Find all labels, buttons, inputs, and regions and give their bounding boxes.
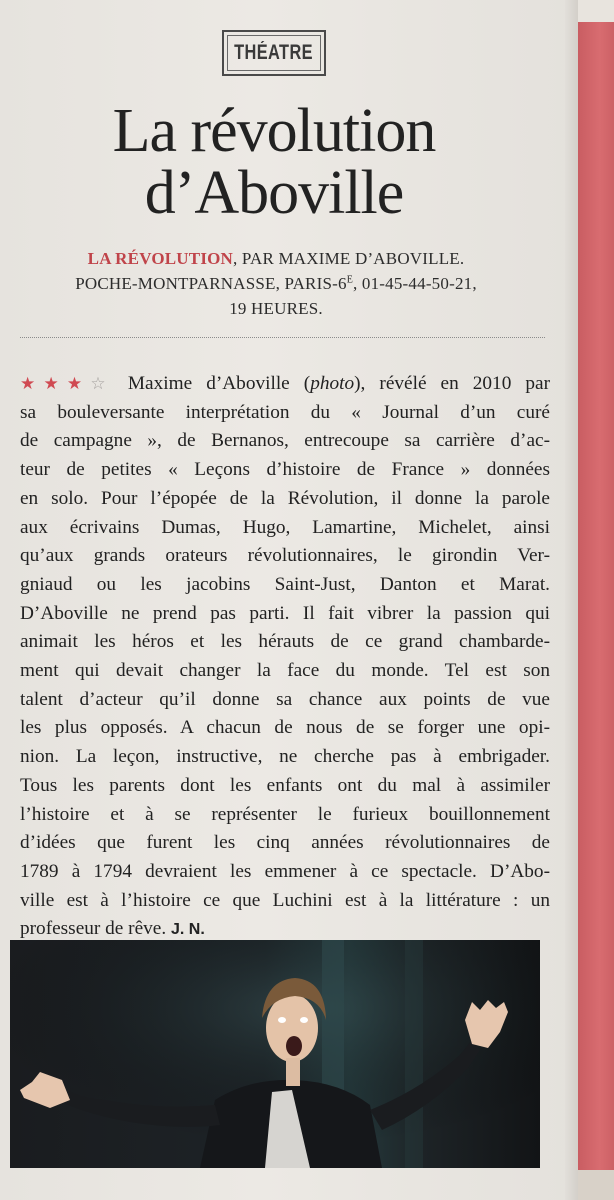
body-line-18: 1789 à 1794 devraient les emmener à ce spectacle. D’Abo- <box>20 860 550 882</box>
body-line-12: talent d’acteur qu’il donne sa chance aux points de vue <box>20 688 550 710</box>
body-line-15: Tous les parents dont les enfants ont du mal à assimiler <box>20 774 550 796</box>
venue-address: POCHE-MONTPARNASSE, PARIS-6 <box>75 274 347 293</box>
body-line-11: ment qui devait changer la face du monde. Tel est son <box>20 660 550 682</box>
section-rubric <box>222 30 326 76</box>
headline-line-2: d’Aboville <box>144 159 404 227</box>
body-line-13: les plus opposés. A chacun de nous de se forger une opi- <box>20 717 550 739</box>
body-line-7: qu’aux grands orateurs révolutionnaires, le girondin Ver- <box>20 545 550 567</box>
body-text: professeur de rêve. <box>20 918 167 940</box>
body-line-9: D’Aboville ne prend pas parti. Il fait vibrer la passion qui <box>20 602 550 624</box>
backdrop-column <box>405 940 423 1168</box>
actor-eye <box>300 1017 308 1023</box>
body-line-5: en solo. Pour l’épopée de la Révolution, il donne la parole <box>20 487 550 509</box>
rating-filled-stars: ★★★ <box>20 374 91 393</box>
body-line-4: teur de petites « Leçons d’histoire de France » données <box>20 459 550 481</box>
photo-reference: photo <box>310 373 355 394</box>
actor-open-mouth <box>286 1036 302 1056</box>
show-time: 19 HEURES. <box>229 299 323 318</box>
actor-neck <box>286 1058 300 1086</box>
credits-line-3 <box>20 296 532 321</box>
facing-page-red-strip <box>578 0 614 1200</box>
credits-line-1 <box>20 246 532 271</box>
page-edge <box>565 0 578 1200</box>
rating-stars <box>20 374 114 393</box>
credits-line-2 <box>20 271 532 296</box>
dotted-divider <box>20 337 545 338</box>
venue-phone: , 01-45-44-50-21, <box>353 274 477 293</box>
headline-line-1: La révolution <box>112 97 436 165</box>
actor-photo <box>10 940 540 1168</box>
rubric-inner-frame <box>227 35 321 71</box>
arrondissement-superscript: E <box>346 274 353 286</box>
body-line-2: sa bouleversante interprétation du « Journal d’un curé <box>20 401 550 423</box>
author-signature: J. N. <box>170 921 205 939</box>
body-line-19: ville est à l’histoire ce que Luchini est à la littérature : un <box>20 889 550 911</box>
show-credits <box>20 246 532 321</box>
body-line-1 <box>20 370 550 399</box>
body-text: ), révélé en 2010 par <box>354 373 550 394</box>
body-line-17: d’idées que furent les cinq années révolutionnaires de <box>20 832 550 854</box>
actor-photo-illustration <box>10 940 540 1168</box>
article-body <box>20 370 550 945</box>
rating-empty-star: ☆ <box>90 374 114 393</box>
body-line-10: animait les héros et les hérauts de ce grand chambarde- <box>20 631 550 653</box>
body-line-3: de campagne », de Bernanos, entrecoupe sa carrière d’ac- <box>20 430 550 452</box>
article-headline <box>0 97 548 227</box>
credits-author: , PAR MAXIME D’ABOVILLE. <box>233 249 465 268</box>
rubric-label: THÉATRE <box>234 41 314 64</box>
actor-eye <box>278 1017 286 1023</box>
show-title: LA RÉVOLUTION <box>87 249 234 268</box>
body-line-8: gniaud ou les jacobins Saint-Just, Danton et Marat. <box>20 573 550 595</box>
body-line-14: nion. La leçon, instructive, ne cherche pas à embrigader. <box>20 746 550 768</box>
body-text: Maxime d’Aboville ( <box>127 373 311 394</box>
body-line-16: l’histoire et à se représenter le furieux bouillonnement <box>20 803 550 825</box>
body-line-6: aux écrivains Dumas, Hugo, Lamartine, Michelet, ainsi <box>20 516 550 538</box>
